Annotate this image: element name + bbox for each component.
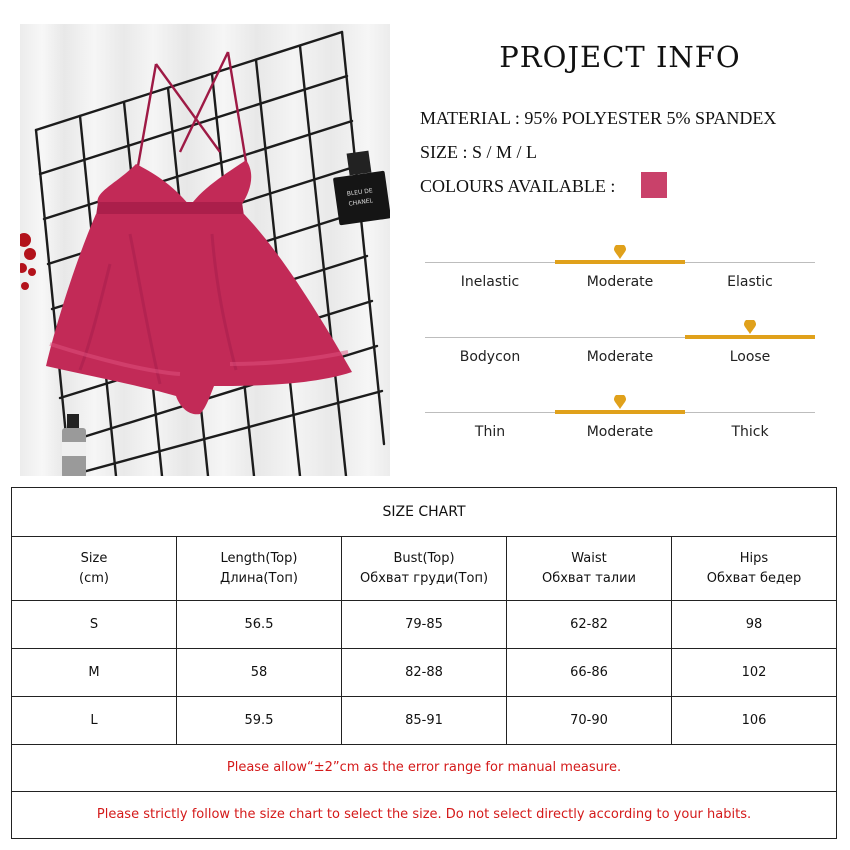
red-flowers: [20, 233, 36, 290]
scale-label: Inelastic: [460, 274, 520, 290]
column-header: Waist Обхват талии: [507, 537, 672, 601]
table-cell: S: [12, 601, 177, 649]
fit-scale: [425, 337, 815, 397]
table-cell: 66-86: [507, 649, 672, 697]
thickness-scale: [425, 412, 815, 472]
svg-text:CHANEL: CHANEL: [348, 197, 374, 208]
size-text: SIZE : S / M / L: [420, 142, 538, 162]
column-header: Size (cm): [12, 537, 177, 601]
table-cell: L: [12, 697, 177, 745]
colour-swatch[interactable]: [641, 172, 667, 198]
colours-label: COLOURS AVAILABLE :: [420, 176, 616, 196]
table-cell: 56.5: [177, 601, 342, 649]
column-header: Bust(Top) Обхват груди(Топ): [342, 537, 507, 601]
table-row: [12, 649, 837, 697]
column-header: Hips Обхват бедер: [672, 537, 837, 601]
scale-label: Thin: [474, 424, 506, 440]
table-cell: M: [12, 649, 177, 697]
table-cell: 102: [672, 649, 837, 697]
product-photo: [20, 24, 390, 476]
perfume-bottle: [333, 151, 390, 226]
scale-label: Bodycon: [459, 349, 521, 365]
table-cell: 58: [177, 649, 342, 697]
scale-label: Loose: [729, 349, 771, 365]
table-row: [12, 697, 837, 745]
table-cell: 82-88: [342, 649, 507, 697]
perfume-label: BLEU DE: [346, 187, 374, 198]
size-chart-table: [11, 487, 837, 839]
project-info-title: PROJECT INFO: [499, 40, 741, 74]
product-photo-illustration: [20, 24, 390, 476]
size-chart-title: SIZE CHART: [12, 488, 837, 537]
table-cell: 98: [672, 601, 837, 649]
location-pin-icon: [744, 320, 756, 334]
location-pin-icon: [614, 395, 626, 409]
scale-label: Thick: [731, 424, 769, 440]
size-selection-note: Please strictly follow the size chart to select the size. Do not select directly according to your habits.: [12, 792, 837, 839]
material-text: MATERIAL : 95% POLYESTER 5% SPANDEX: [420, 108, 777, 128]
location-pin-icon: [614, 245, 626, 259]
scale-label: Moderate: [586, 274, 654, 290]
scale-highlight: [555, 260, 685, 264]
table-cell: 79-85: [342, 601, 507, 649]
scale-label: Moderate: [586, 349, 654, 365]
elasticity-scale: [425, 262, 815, 322]
measurement-note: Please allow“±2”cm as the error range for manual measure.: [12, 745, 837, 792]
table-cell: 70-90: [507, 697, 672, 745]
table-cell: 59.5: [177, 697, 342, 745]
table-cell: 106: [672, 697, 837, 745]
column-header: Length(Top) Длина(Топ): [177, 537, 342, 601]
table-row: [12, 601, 837, 649]
scale-label: Moderate: [586, 424, 654, 440]
scale-highlight: [685, 335, 815, 339]
scale-label: Elastic: [727, 274, 773, 290]
table-cell: 85-91: [342, 697, 507, 745]
scale-highlight: [555, 410, 685, 414]
table-cell: 62-82: [507, 601, 672, 649]
